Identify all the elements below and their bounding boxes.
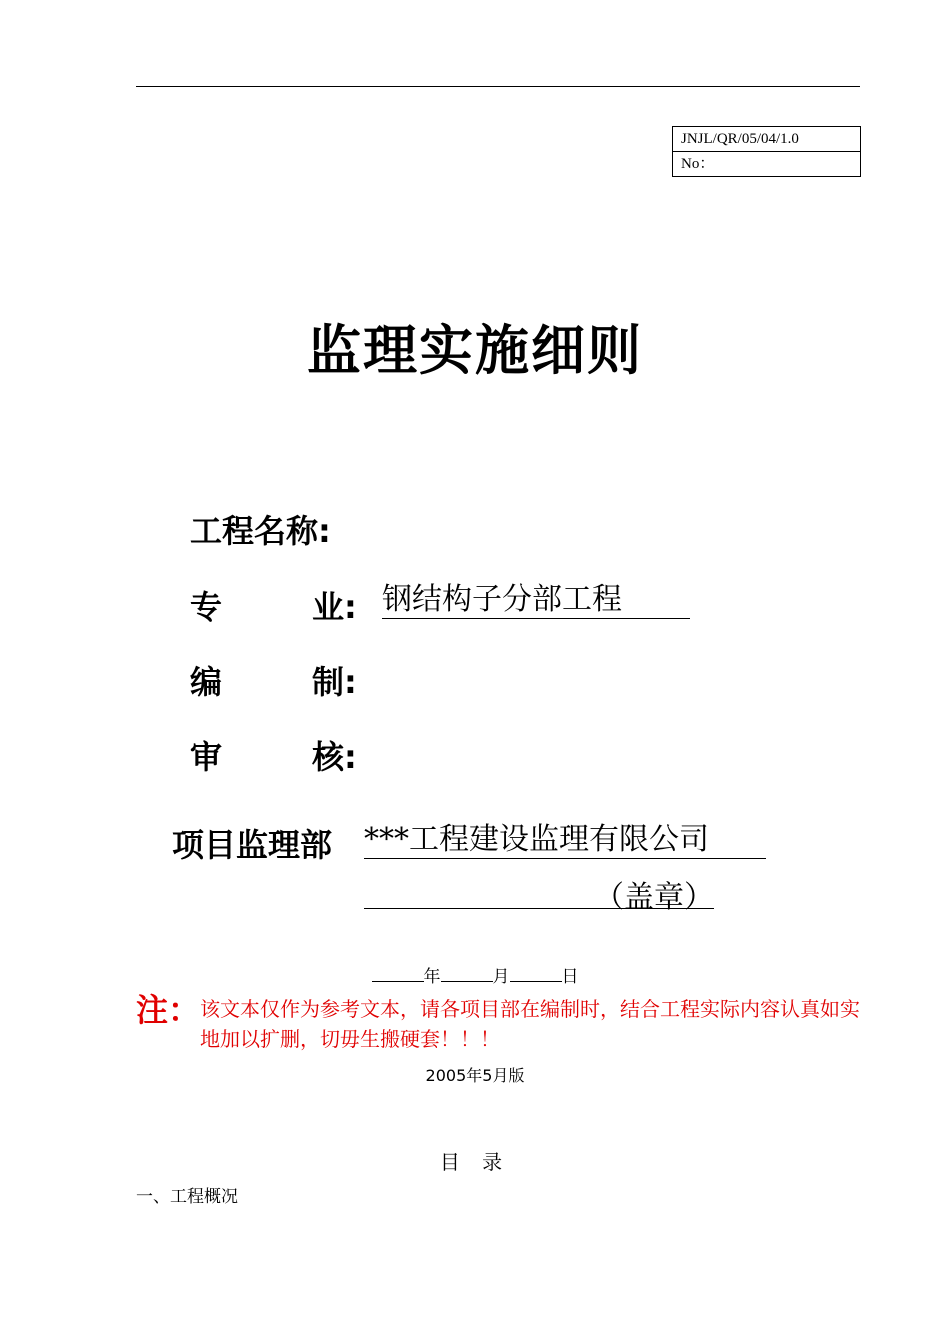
compiler-label-first: 编	[190, 663, 223, 701]
date-line	[0, 962, 950, 987]
note-label: 注：	[136, 991, 201, 1029]
header-rule	[136, 86, 860, 87]
specialty-value: 钢结构子分部工程	[382, 582, 690, 619]
toc-item[interactable]: 一、工程概况	[136, 1187, 238, 1207]
project-name-label: 工程名称:	[190, 512, 331, 550]
edition-text: 2005年5月版	[425, 1066, 525, 1085]
year-label: 年	[423, 967, 441, 987]
document-number: No：	[673, 151, 860, 176]
page-title: 监理实施细则	[307, 319, 643, 382]
seal-line	[364, 872, 714, 915]
month-label: 月	[492, 967, 510, 987]
toc-title: 目 录	[439, 1150, 511, 1174]
specialty-label-second: 业:	[312, 588, 357, 626]
supervision-dept-label: 项目监理部	[172, 826, 333, 864]
note-text: 该文本仅作为参考文本，请各项目部在编制时，结合工程实际内容认真如实地加以扩删，切毋生搬硬套！！！	[200, 997, 860, 1051]
reviewer-label-first: 审	[190, 738, 223, 776]
month-blank	[441, 965, 493, 982]
day-blank	[510, 965, 562, 982]
supervision-dept-value: ***工程建设监理有限公司	[364, 822, 766, 859]
compiler-label-second: 制:	[312, 663, 357, 701]
document-code: JNJL/QR/05/04/1.0	[681, 131, 799, 147]
document-code-box	[672, 126, 861, 177]
seal-text: （盖章）	[594, 880, 714, 915]
day-label: 日	[561, 967, 579, 987]
reviewer-label-second: 核:	[312, 738, 357, 776]
year-blank	[372, 965, 424, 982]
specialty-label-first: 专	[190, 588, 223, 626]
